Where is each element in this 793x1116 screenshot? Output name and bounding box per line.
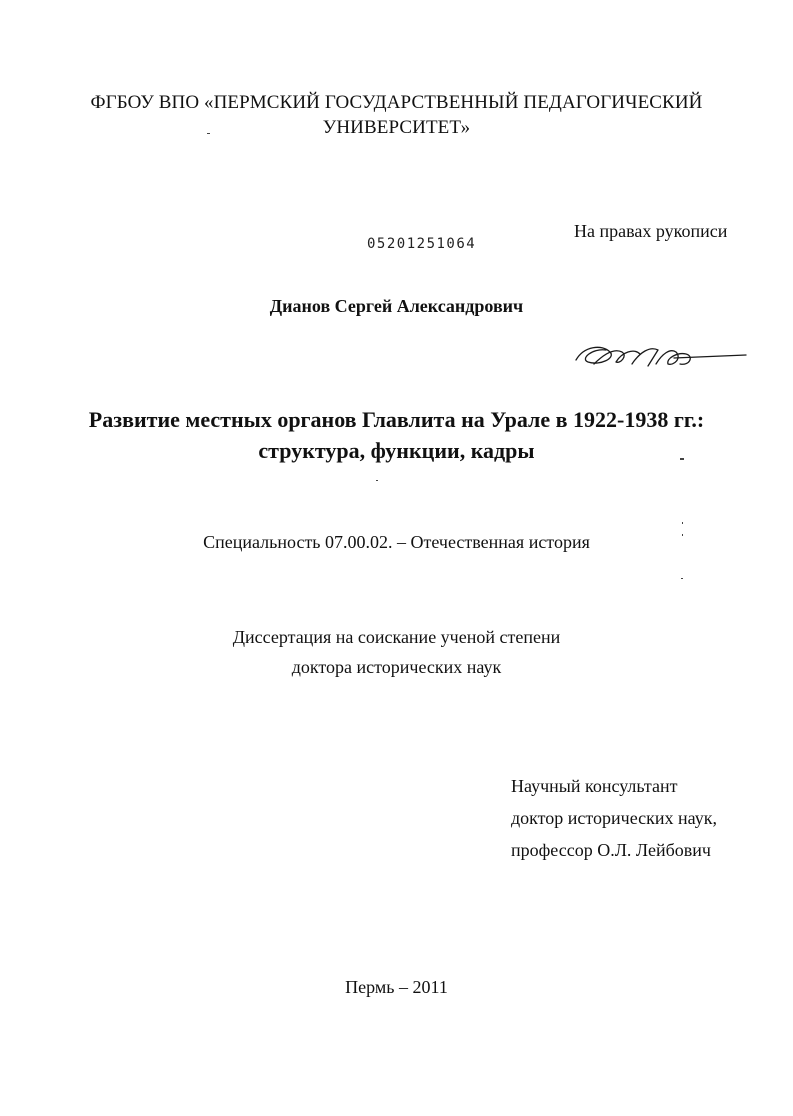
city-year: Пермь – 2011: [345, 977, 448, 997]
thesis-title-line-1: Развитие местных органов Главлита на Урале в 1922-1938 гг.:: [88, 407, 705, 432]
consultant-degree: доктор исторических наук,: [511, 808, 717, 828]
scan-speck: [207, 133, 210, 134]
degree-line-1: Диссертация на соискание ученой степени: [232, 627, 561, 647]
consultant-label: Научный консультант: [511, 776, 678, 796]
institution-line-2: УНИВЕРСИТЕТ»: [322, 117, 471, 138]
archive-code: 05201251064: [367, 236, 477, 252]
consultant-name: профессор О.Л. Лейбович: [511, 840, 711, 860]
signature: [570, 338, 750, 376]
scan-speck: [376, 480, 378, 481]
scan-speck: [682, 534, 683, 536]
scan-speck: [682, 522, 683, 524]
institution-line-1: ФГБОУ ВПО «ПЕРМСКИЙ ГОСУДАРСТВЕННЫЙ ПЕДАГОГИЧЕСКИЙ: [90, 92, 703, 113]
thesis-title-line-2: структура, функции, кадры: [258, 438, 535, 463]
scan-speck: [680, 458, 684, 460]
scan-speck: [681, 578, 683, 579]
author-name: Дианов Сергей Александрович: [269, 296, 524, 316]
rights-note: На правах рукописи: [574, 221, 728, 241]
specialty: Специальность 07.00.02. – Отечественная история: [203, 532, 590, 552]
degree-line-2: доктора исторических наук: [291, 657, 502, 677]
